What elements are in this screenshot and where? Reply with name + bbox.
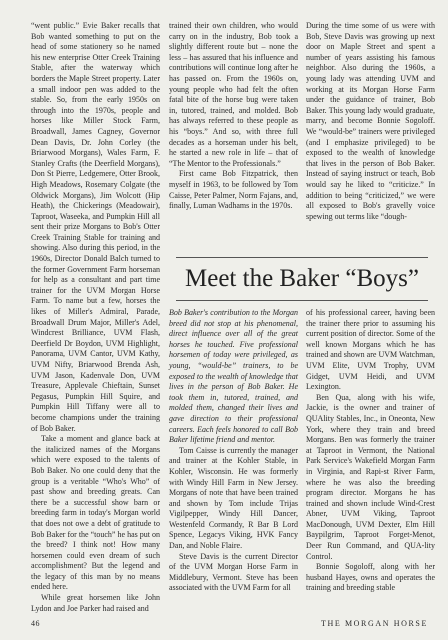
paragraph: Bonnie Sogoloff, along with her husband Hayes, owns and operates the training and breeding stable bbox=[306, 562, 435, 593]
paragraph: First came Bob Fitzpatrick, then myself in 1963, to be followed by Tom Caisse, Peter Palmer, Norm Fajans, and, finally, Luman Wadhams in the 1970s. bbox=[169, 169, 298, 211]
article-column-middle-bottom bbox=[169, 308, 298, 610]
article-column-left bbox=[31, 21, 160, 613]
page-number: 46 bbox=[31, 619, 40, 628]
section-heading-box bbox=[176, 257, 428, 301]
magazine-title: THE MORGAN HORSE bbox=[321, 619, 428, 628]
intro-italic-paragraph: Bob Baker's contribution to the Morgan breed did not stop at his phenomenal, direct influence over all of the great horses he touched. Five professional horsemen of today were privileged, as young, “would-be” trainers, to be exposed to the wealth of knowledge that lives in the person of Bob Baker. He took them in, tutored, trained, and molded them, changed their lives and gave direction to their professional careers. Each feels honored to call Bob Baker lifetime friend and mentor. bbox=[169, 308, 298, 445]
article-column-middle-top bbox=[169, 21, 298, 244]
paragraph: Take a moment and glance back at the italicized names of the Morgans which were exposed to the talents of Bob Baker. No one could deny that the group is a veritable “Who's Who” of past show and breeding greats. Can there be a successful show barn or breeding farm in today's Morgan world that does not owe a debt of gratitude to Bob Baker for the “touch” he has put on the breed? I think not! How many horsemen could even dream of such accomplishment? But the legend and the legacy of this man by no means ended here. bbox=[31, 434, 160, 592]
paragraph: During the time some of us were with Bob, Steve Davis was growing up next door on Maple Street and spent a number of years assisting his famous neighbor. Also during the 1960s, a young lady was attending UVM and working at its Morgan Horse Farm under the guidance of trainer, Bob Baker. This young lady would graduate, marry, and become Bonnie Sogoloff. We “would-be” trainers were privileged (and I emphasize privileged) to be exposed to the wealth of knowledge that lives in the person of Bob Baker. Instead of saying instruct or teach, Bob would say he liked to “criticize.” In addition to being “criticized,” we were all exposed to Bob's gravelly voice spewing out terms like “dough- bbox=[306, 21, 435, 221]
article-column-right-top bbox=[306, 21, 435, 244]
paragraph: While great horsemen like John Lydon and Joe Parker had raised and bbox=[31, 593, 160, 613]
paragraph: of his professional career, having been the trainer there prior to assuming his current position of director. Some of the well known Morgans which he has trained and shown are UVM Watchman, UVM Elite, UVM Trophy, UVM Gidget, UVM Heidi, and UVM Lexington. bbox=[306, 308, 435, 392]
paragraph: Steve Davis is the current Director of the UVM Morgan Horse Farm in Middlebury, Vermont. Steve has been associated with the UVM Farm for all bbox=[169, 551, 298, 593]
paragraph: Tom Caisse is currently the manager and trainer at the Kohler Stable, in Kohler, Wisconsin. He was formerly with Windy Hill Farm in New Jersey. Morgans of note that have been trained and shown by Tom include Trijas Vigilpepper, Windy Hill Dancer, Westenfeld Cormandy, R Bar B Lord Spence, Legacys Viking, HVK Fancy Dan, and Noble Flaire. bbox=[169, 445, 298, 551]
article-column-right-bottom bbox=[306, 308, 435, 610]
section-heading: Meet the Baker “Boys” bbox=[185, 265, 419, 292]
paragraph: “went public.” Evie Baker recalls that Bob wanted something to put on the head of some stationery so he named his new enterprise Otter Creek Training Stable, after the waterway which borders the Maple Street property. Later a small indoor pen was added to the stable. So, from the early 1950s on through into the 1970s, people and horses like Miller Stock Farm, Broadwall, James Cagney, Governor Dean Davis, Dr. John Corley (the Briarwood Morgans), Wales Farm, F. Stanley Crafts (the Deerfield Morgans), Don St Pierre, Ledgemere, Otter Brook, High Meadows, Rosemary Colgate (the Oldwick Morgans), Jim Wolcott (Hip Heath), the Chickerings (Meadowair), Taproot, Waseeka, and Pumpkin Hill all sent their prize Morgans to Bob's Otter Creek Training Stable for training and showing. Also during this period, in the 1960s, Director Donald Balch turned to the former Government Farm horseman for help as a consultant and part time trainer for the UVM Morgan Horse Farm. To name but a few, horses the likes of Miller's Admiral, Parade, Broadwall Drum Major, Miller's Adel, Windcrest Brilliance, UVM Flash, Deerfield Dr Boydon, UVM Highlight, Panorama, UVM Cantor, UVM Kathy, UVM Nifty, Briarwood Brenda Ash, UVM Jason, Kadenvale Don, UVM Treasure, Applevale Chieftain, Sunset Pegasus, Pumpkin Hill Squire, and Pumpkin Hill Tiffany were all to become champions under the training of Bob Baker. bbox=[31, 21, 160, 433]
paragraph: Ben Qua, along with his wife, Jackie, is the owner and trainer of QUAlity Stables, Inc., in Oneonta, New York, where they train and breed Morgans. Ben was formerly the trainer at Taproot in Vermont, the National Park Service's Wakefield Morgan Farm in Virginia, and Rapi-st River Farm, where he was also the breeding program director. Morgans he has trained and shown include Wind-Crest Abner, UVM Viking, Taproot MacDonough, UVM Dexter, Elm Hill Baypilgrim, Taproot Forget-Menot, Deer Run Command, and QUA-lity Control. bbox=[306, 392, 435, 561]
paragraph: trained their own children, who would carry on in the industry, Bob took a slightly different route but – none the less – has assured that his influence and contributions will continue long after he has passed on. From the 1960s on, young people who had felt the often fatal bite of the horse bug were taken in, tutored, trained, and molded. Bob has always referred to these people as his “boys.” And so, with three full decades as a horseman under his belt, he started a new role in life – that of “The Mentor to the Professionals.” bbox=[169, 21, 298, 168]
